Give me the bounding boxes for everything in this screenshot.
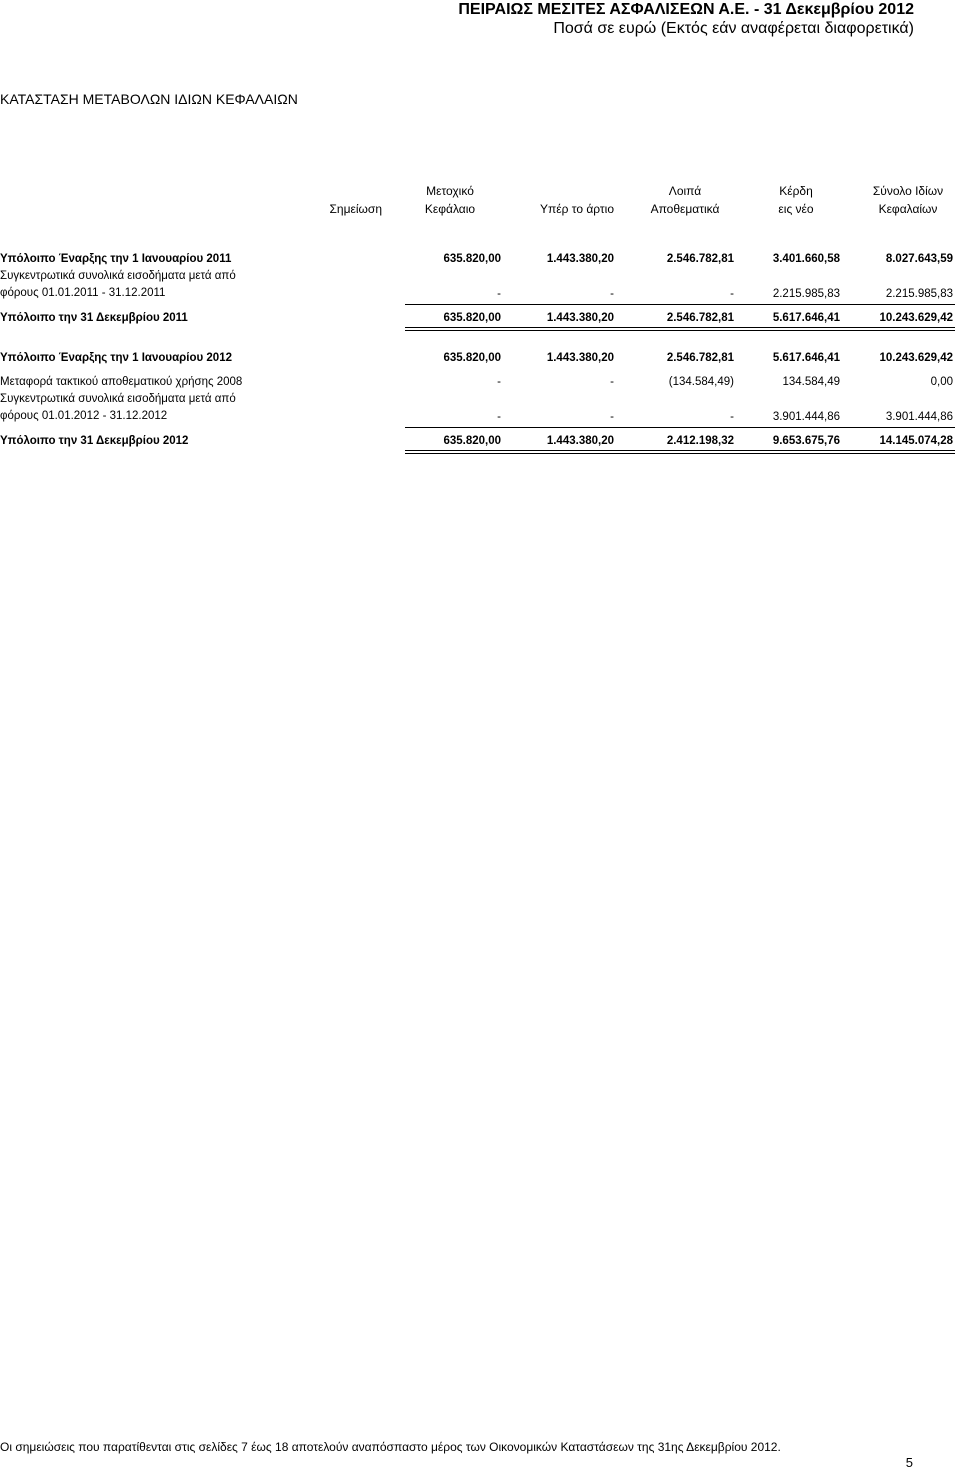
cell-retained-earnings: 9.653.675,76 bbox=[772, 435, 840, 447]
cell-retained-earnings: 5.617.646,41 bbox=[772, 312, 840, 324]
row-label: Υπόλοιπο Έναρξης την 1 Ιανουαρίου 2011 bbox=[0, 253, 232, 265]
total-double-rule bbox=[405, 327, 955, 331]
cell-share-capital: - bbox=[497, 288, 501, 300]
cell-share-capital: - bbox=[497, 411, 501, 423]
cell-share-premium: 1.443.380,20 bbox=[546, 352, 614, 364]
column-header-note: Σημείωση bbox=[329, 202, 382, 216]
cell-share-premium: 1.443.380,20 bbox=[546, 253, 614, 265]
table-row-reserve-transfer-2008 bbox=[0, 374, 960, 390]
cell-retained-earnings: 134.584,49 bbox=[782, 376, 840, 388]
table-row-closing-2011 bbox=[0, 310, 960, 326]
cell-share-capital: 635.820,00 bbox=[443, 312, 501, 324]
cell-share-premium: - bbox=[610, 376, 614, 388]
cell-other-reserves: 2.546.782,81 bbox=[666, 253, 734, 265]
subtotal-rule bbox=[405, 304, 955, 305]
subtotal-rule bbox=[405, 427, 955, 428]
column-header-total-equity: Σύνολο Ιδίων Κεφαλαίων bbox=[872, 184, 944, 216]
currency-note: Ποσά σε ευρώ (Εκτός εάν αναφέρεται διαφορετικά) bbox=[553, 20, 914, 37]
table-row-opening-2012 bbox=[0, 350, 960, 366]
cell-total-equity: 8.027.643,59 bbox=[885, 253, 953, 265]
column-header-retained-earnings: Κέρδη εις νέο bbox=[778, 184, 814, 216]
cell-total-equity: 2.215.985,83 bbox=[885, 288, 953, 300]
cell-share-premium: - bbox=[610, 411, 614, 423]
total-double-rule bbox=[405, 450, 955, 454]
table-row-comprehensive-income-2011 bbox=[0, 268, 960, 302]
cell-other-reserves: - bbox=[730, 411, 734, 423]
cell-share-capital: - bbox=[497, 376, 501, 388]
cell-other-reserves: 2.546.782,81 bbox=[666, 312, 734, 324]
cell-share-premium: - bbox=[610, 288, 614, 300]
company-period-line: ΠΕΙΡΑΙΩΣ ΜΕΣΙΤΕΣ ΑΣΦΑΛΙΣΕΩΝ Α.Ε. - 31 Δεκεμβρίου 2012 bbox=[458, 1, 914, 18]
cell-retained-earnings: 3.901.444,86 bbox=[772, 411, 840, 423]
cell-other-reserves: 2.412.198,32 bbox=[666, 435, 734, 447]
footer-note: Οι σημειώσεις που παρατίθενται στις σελίδες 7 έως 18 αποτελούν αναπόσπαστο μέρος των Οικονομικών Καταστάσεων της 31ης Δεκεμβρίου 2012. bbox=[0, 1440, 781, 1454]
cell-retained-earnings: 5.617.646,41 bbox=[772, 352, 840, 364]
table-row-opening-2011 bbox=[0, 251, 960, 267]
row-label: Υπόλοιπο Έναρξης την 1 Ιανουαρίου 2012 bbox=[0, 352, 232, 364]
cell-other-reserves: 2.546.782,81 bbox=[666, 352, 734, 364]
row-label: Υπόλοιπο την 31 Δεκεμβρίου 2012 bbox=[0, 435, 189, 447]
cell-other-reserves: (134.584,49) bbox=[668, 376, 734, 388]
cell-share-premium: 1.443.380,20 bbox=[546, 312, 614, 324]
page-title: ΚΑΤΑΣΤΑΣΗ ΜΕΤΑΒΟΛΩΝ ΙΔΙΩΝ ΚΕΦΑΛΑΙΩΝ bbox=[0, 91, 298, 107]
table-row-comprehensive-income-2012 bbox=[0, 391, 960, 425]
cell-retained-earnings: 2.215.985,83 bbox=[772, 288, 840, 300]
row-label: Συγκεντρωτικά συνολικά εισοδήματα μετά από φόρους 01.01.2011 - 31.12.2011 bbox=[0, 270, 236, 299]
cell-share-capital: 635.820,00 bbox=[443, 435, 501, 447]
cell-other-reserves: - bbox=[730, 288, 734, 300]
column-header-share-premium: Υπέρ το άρτιο bbox=[539, 202, 614, 216]
cell-total-equity: 10.243.629,42 bbox=[879, 352, 953, 364]
row-label: Υπόλοιπο την 31 Δεκεμβρίου 2011 bbox=[0, 312, 188, 324]
column-header-other-reserves: Λοιπά Αποθεματικά bbox=[650, 184, 720, 216]
cell-share-capital: 635.820,00 bbox=[443, 352, 501, 364]
report-header bbox=[458, 0, 914, 38]
cell-total-equity: 3.901.444,86 bbox=[885, 411, 953, 423]
cell-share-premium: 1.443.380,20 bbox=[546, 435, 614, 447]
page-number: 5 bbox=[905, 1455, 913, 1470]
cell-total-equity: 14.145.074,28 bbox=[879, 435, 953, 447]
row-label: Συγκεντρωτικά συνολικά εισοδήματα μετά από φόρους 01.01.2012 - 31.12.2012 bbox=[0, 393, 236, 422]
table-row-closing-2012 bbox=[0, 433, 960, 449]
cell-retained-earnings: 3.401.660,58 bbox=[772, 253, 840, 265]
cell-total-equity: 0,00 bbox=[930, 376, 953, 388]
row-label: Μεταφορά τακτικού αποθεματικού χρήσης 2008 bbox=[0, 376, 243, 388]
column-header-share-capital: Μετοχικό Κεφάλαιο bbox=[424, 184, 476, 216]
cell-total-equity: 10.243.629,42 bbox=[879, 312, 953, 324]
cell-share-capital: 635.820,00 bbox=[443, 253, 501, 265]
